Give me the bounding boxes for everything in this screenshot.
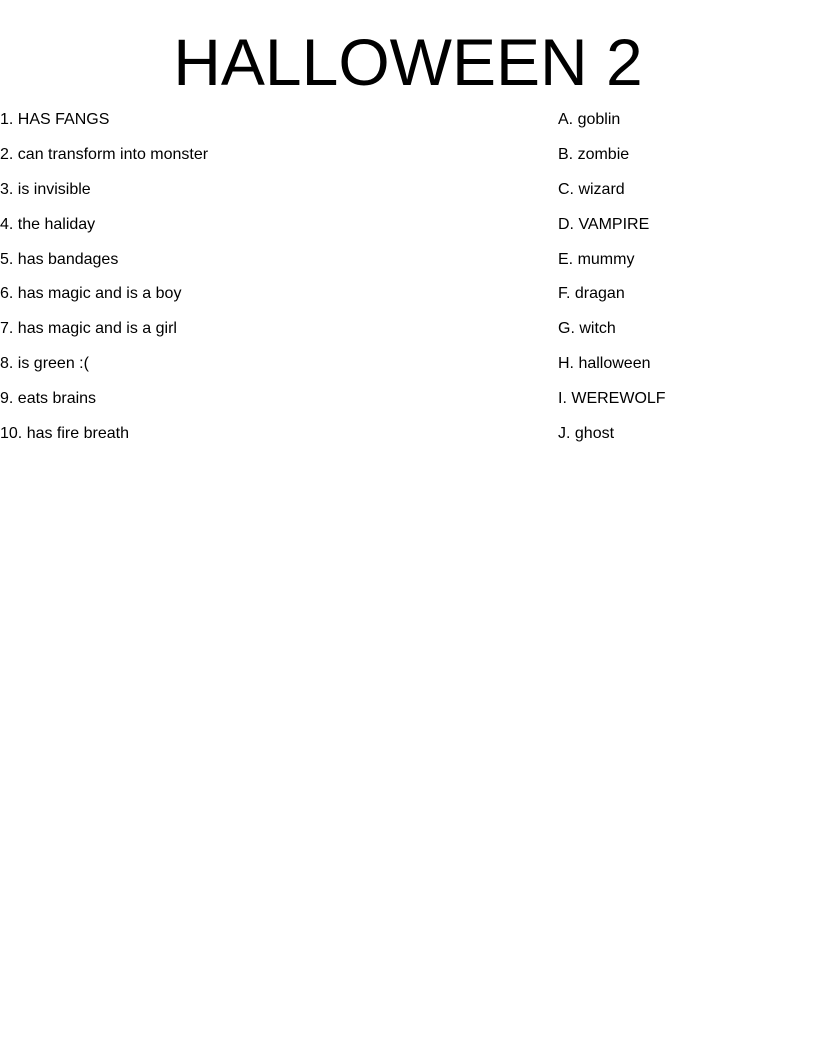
answer-item: J. ghost	[558, 425, 615, 443]
clue-item: 10. has fire breath	[0, 425, 129, 443]
answer-item: B. zombie	[558, 145, 630, 163]
answer-item: E. mummy	[558, 250, 635, 268]
clue-item: 8. is green :(	[0, 355, 89, 373]
answer-item: I. WEREWOLF	[558, 390, 666, 408]
clue-item: 6. has magic and is a boy	[0, 285, 182, 303]
answer-list	[558, 103, 666, 452]
clue-list	[0, 103, 208, 452]
answer-item: H. halloween	[558, 355, 651, 373]
clue-item: 3. is invisible	[0, 180, 91, 198]
clue-item: 7. has magic and is a girl	[0, 320, 177, 338]
answer-item: A. goblin	[558, 111, 621, 128]
clue-item: 5. has bandages	[0, 250, 119, 268]
answer-item: F. dragan	[558, 285, 625, 303]
answer-item: D. VAMPIRE	[558, 215, 650, 233]
clue-item: 2. can transform into monster	[0, 145, 209, 163]
clue-item: 9. eats brains	[0, 390, 97, 408]
clue-item: 4. the haliday	[0, 215, 96, 233]
answer-item: C. wizard	[558, 180, 625, 198]
page-title: HALLOWEEN 2	[173, 25, 643, 99]
answer-item: G. witch	[558, 320, 616, 338]
clue-item: 1. HAS FANGS	[0, 111, 110, 128]
